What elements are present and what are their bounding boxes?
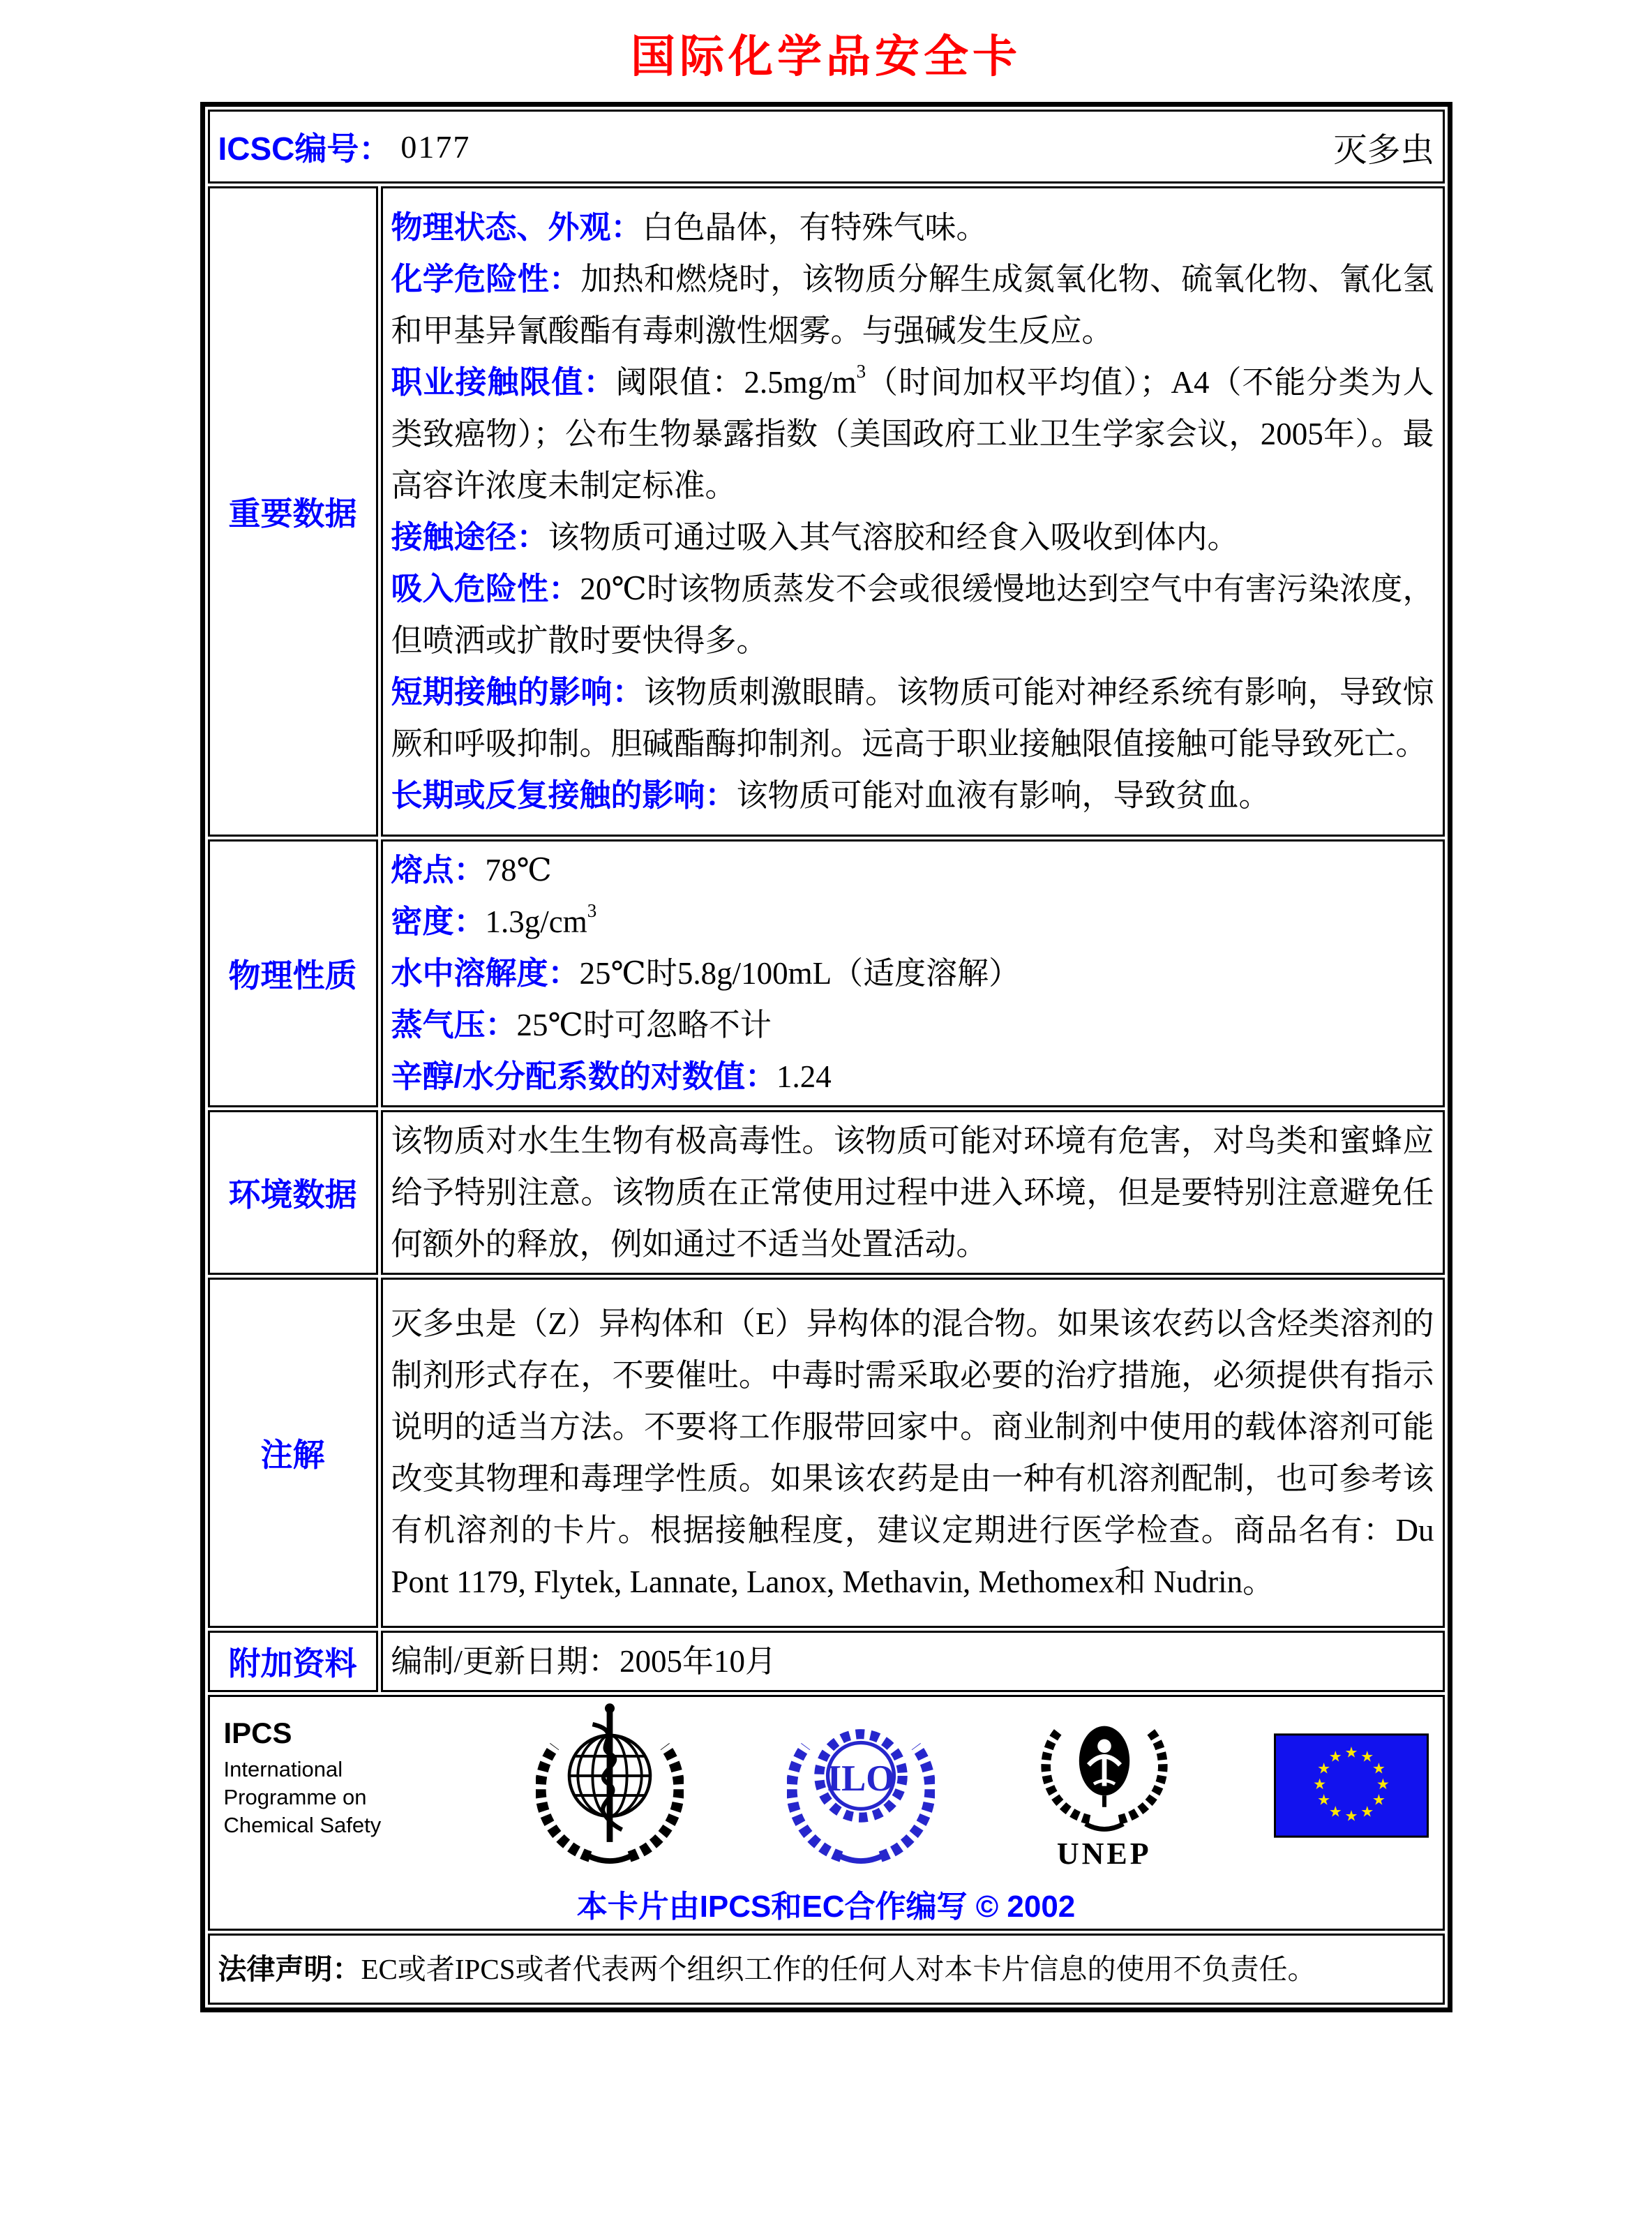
chemical-name: 灭多虫 xyxy=(1333,131,1434,169)
text-line: 辛醇/水分配系数的对数值：1.24 xyxy=(391,1059,832,1094)
text-line: 密度：$1.3g/cm^3$ xyxy=(391,900,597,939)
svg-text:★: ★ xyxy=(1376,1775,1390,1793)
section-label-notes: 注解 xyxy=(208,1278,378,1628)
section-label-important-data: 重要数据 xyxy=(208,186,378,837)
section-row-physical-properties xyxy=(208,839,1445,1107)
svg-text:★: ★ xyxy=(1360,1802,1374,1820)
icsc-card-table xyxy=(200,102,1452,2012)
page-title: 国际化学品安全卡 xyxy=(631,31,1021,82)
legal-row xyxy=(208,1934,1445,2005)
icsc-number-label: ICSC编号： xyxy=(218,130,391,167)
section-row-important-data xyxy=(208,186,1445,837)
ipcs-ec-caption: 本卡片由IPCS和EC合作编写 © 2002 xyxy=(576,1890,1076,1924)
section-content-physical-properties xyxy=(381,839,1445,1107)
svg-text:★: ★ xyxy=(1360,1747,1374,1765)
header-row xyxy=(208,110,1445,184)
svg-text:★: ★ xyxy=(1328,1747,1342,1765)
ipcs-subtitle-line: Chemical Safety xyxy=(223,1813,382,1837)
svg-text:★: ★ xyxy=(1372,1790,1386,1809)
svg-text:★: ★ xyxy=(1328,1802,1342,1820)
who-logo-icon xyxy=(536,1700,684,1871)
text-line: 职业接触限值：阈限值：$2.5mg/m^3$（时间加权平均值）；A4（不能分类为人类致癌物）；公布生物暴露指数（美国政府工业卫生学家会议，2005年）。最高容许浓度未制定标准。 xyxy=(391,361,1434,503)
eu-flag-icon xyxy=(1274,1733,1429,1838)
svg-text:★: ★ xyxy=(1344,1743,1358,1761)
ilo-letters: ILO xyxy=(827,1758,895,1800)
ipcs-subtitle-line: Programme on xyxy=(223,1785,367,1809)
svg-text:★: ★ xyxy=(1372,1759,1386,1777)
section-row-environmental-data xyxy=(208,1110,1445,1275)
legal-text: EC或者IPCS或者代表两个组织工作的任何人对本卡片信息的使用不负责任。 xyxy=(361,1953,1316,1985)
unep-block xyxy=(1038,1702,1171,1869)
text-line: 接触途径：该物质可通过吸入其气溶胶和经食入吸收到体内。 xyxy=(391,519,1239,555)
text-line: 长期或反复接触的影响：该物质可能对血液有影响，导致贫血。 xyxy=(391,777,1270,813)
section-row-notes xyxy=(208,1278,1445,1628)
legal-label: 法律声明： xyxy=(218,1953,361,1985)
section-label-environmental-data: 环境数据 xyxy=(208,1110,378,1275)
section-content-notes xyxy=(381,1278,1445,1628)
ipcs-block xyxy=(224,1700,433,1839)
text-line: 该物质对水生生物有极高毒性。该物质可能对环境有危害，对鸟类和蜜蜂应给予特别注意。该物质在正常使用过程中进入环境，但是要特别注意避免任何额外的释放，例如通过不适当处置活动。 xyxy=(391,1123,1434,1262)
svg-text:★: ★ xyxy=(1316,1759,1330,1777)
section-label-additional-information: 附加资料 xyxy=(208,1631,378,1692)
text-line: 吸入危险性：20℃时该物质蒸发不会或很缓慢地达到空气中有害污染浓度，但喷洒或扩散时要快得多。 xyxy=(391,571,1434,658)
unep-logo-icon xyxy=(1038,1702,1171,1839)
ilo-logo-icon xyxy=(787,1700,935,1871)
section-content-environmental-data xyxy=(381,1110,1445,1275)
text-line: 短期接触的影响：该物质刺激眼睛。该物质可能对神经系统有影响，导致惊厥和呼吸抑制。胆碱酯酶抑制剂。远高于职业接触限值接触可能导致死亡。 xyxy=(391,674,1434,761)
icsc-number-value: 0177 xyxy=(400,128,471,165)
section-content-important-data xyxy=(381,186,1445,837)
text-line: 蒸气压：25℃时可忽略不计 xyxy=(391,1007,772,1042)
svg-text:★: ★ xyxy=(1312,1775,1326,1793)
ipcs-subtitle-line: International xyxy=(223,1757,343,1781)
section-row-additional-information xyxy=(208,1631,1445,1692)
ipcs-title: IPCS xyxy=(223,1717,292,1749)
section-content-additional-information xyxy=(381,1631,1445,1692)
section-label-physical-properties: 物理性质 xyxy=(208,839,378,1107)
unep-label: UNEP xyxy=(1056,1837,1152,1871)
svg-text:★: ★ xyxy=(1316,1790,1330,1809)
text-line: 熔点：78℃ xyxy=(391,852,552,888)
text-line: 灭多虫是（Z）异构体和（E）异构体的混合物。如果该农药以含烃类溶剂的制剂形式存在，不要催吐。中毒时需采取必要的治疗措施，必须提供有指示说明的适当方法。不要将工作服带回家中。商业制剂中使用的载体溶剂可能改变其物理和毒理学性质。如果该农药是由一种有机溶剂配制，也可参考该有机溶剂的卡片。根据接触程度，建议定期进行医学检查。商品名有：Du Pont 1179, Flytek, Lannate, Lanox, Methavin, Methomex和 Nudrin。 xyxy=(391,1306,1434,1599)
text-line: 化学危险性：加热和燃烧时，该物质分解生成氮氧化物、硫氧化物、氰化氢和甲基异氰酸酯有毒刺激性烟雾。与强碱发生反应。 xyxy=(391,261,1434,348)
text-line: 编制/更新日期：2005年10月 xyxy=(391,1644,777,1679)
svg-text:★: ★ xyxy=(1344,1807,1358,1825)
logos-row xyxy=(208,1695,1445,1931)
text-line: 物理状态、外观：白色晶体，有特殊气味。 xyxy=(391,209,988,245)
text-line: 水中溶解度：25℃时5.8g/100mL（适度溶解） xyxy=(391,955,1021,991)
